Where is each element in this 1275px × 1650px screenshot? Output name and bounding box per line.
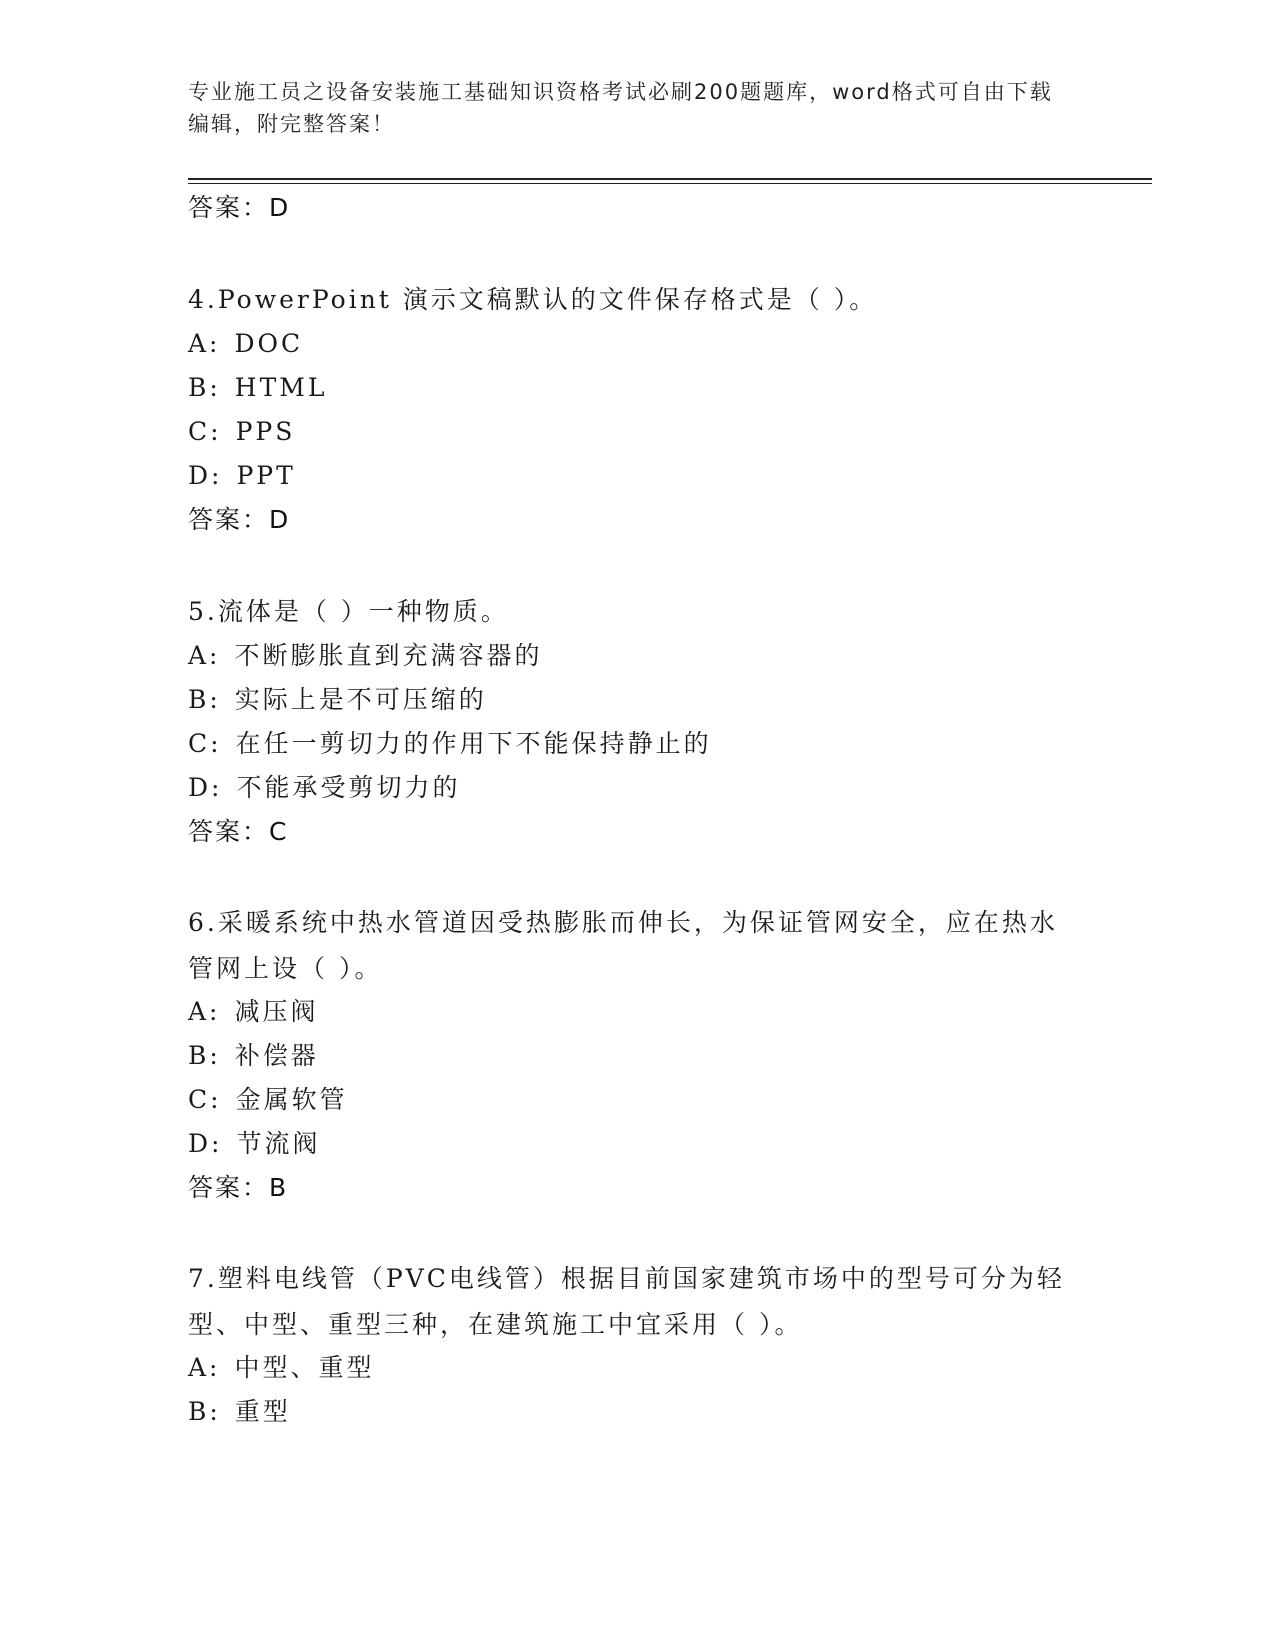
option-letter: D: bbox=[188, 461, 223, 490]
option-c bbox=[188, 1082, 348, 1118]
option-letter: B: bbox=[188, 373, 221, 402]
option-d bbox=[188, 770, 460, 806]
option-letter: D: bbox=[188, 1129, 223, 1158]
option-text: 实际上是不可压缩的 bbox=[234, 685, 487, 714]
option-letter: D: bbox=[188, 773, 223, 802]
question-stem: 6.采暖系统中热水管道因受热膨胀而伸长，为保证管网安全，应在热水管网上设（ ）。 bbox=[188, 908, 1058, 983]
option-a bbox=[188, 638, 543, 674]
option-b bbox=[188, 1038, 319, 1074]
option-text: 在任一剪切力的作用下不能保持静止的 bbox=[235, 729, 712, 758]
option-b bbox=[188, 370, 327, 406]
option-c bbox=[188, 726, 712, 762]
option-text: 补偿器 bbox=[234, 1041, 319, 1070]
option-letter: B: bbox=[188, 685, 221, 714]
question-stem: 7.塑料电线管（PVC电线管）根据目前国家建筑市场中的型号可分为轻型、中型、重型三种，在建筑施工中宜采用（ ）。 bbox=[188, 1264, 1065, 1339]
header-rule-thin bbox=[188, 183, 1152, 184]
answer-label: 答案：D bbox=[188, 193, 291, 222]
option-letter: B: bbox=[188, 1397, 221, 1426]
option-d bbox=[188, 1126, 320, 1162]
option-text: 减压阀 bbox=[234, 997, 319, 1026]
answer-label: 答案：D bbox=[188, 505, 291, 534]
option-letter: C: bbox=[188, 729, 222, 758]
option-text: 节流阀 bbox=[236, 1129, 321, 1158]
option-a bbox=[188, 994, 319, 1030]
option-letter: C: bbox=[188, 1085, 222, 1114]
option-text: DOC bbox=[234, 329, 304, 358]
answer-label: 答案：B bbox=[188, 1173, 289, 1202]
option-text: 不能承受剪切力的 bbox=[236, 773, 461, 802]
option-text: 中型、重型 bbox=[234, 1353, 375, 1382]
option-letter: C: bbox=[188, 417, 222, 446]
option-letter: A: bbox=[188, 1353, 221, 1382]
option-text: 金属软管 bbox=[235, 1085, 348, 1114]
option-b bbox=[188, 1394, 291, 1430]
option-text: PPS bbox=[235, 417, 296, 446]
option-text: 重型 bbox=[234, 1397, 291, 1426]
option-d bbox=[188, 458, 296, 494]
option-c bbox=[188, 414, 295, 450]
option-a bbox=[188, 326, 303, 362]
option-letter: A: bbox=[188, 641, 221, 670]
question-stem: 4.PowerPoint 演示文稿默认的文件保存格式是（ ）。 bbox=[188, 285, 878, 314]
answer-label: 答案：C bbox=[188, 817, 289, 846]
option-text: 不断膨胀直到充满容器的 bbox=[234, 641, 543, 670]
option-text: PPT bbox=[236, 461, 296, 490]
option-letter: A: bbox=[188, 329, 221, 358]
option-text: HTML bbox=[234, 373, 328, 402]
question-stem: 5.流体是（ ）一种物质。 bbox=[188, 597, 509, 626]
option-letter: B: bbox=[188, 1041, 221, 1070]
option-letter: A: bbox=[188, 997, 221, 1026]
option-a bbox=[188, 1350, 375, 1386]
header-rule bbox=[188, 178, 1152, 180]
document-header: 专业施工员之设备安装施工基础知识资格考试必刷200题题库，word格式可自由下载编辑，附完整答案！ bbox=[188, 80, 1053, 136]
option-b bbox=[188, 682, 487, 718]
